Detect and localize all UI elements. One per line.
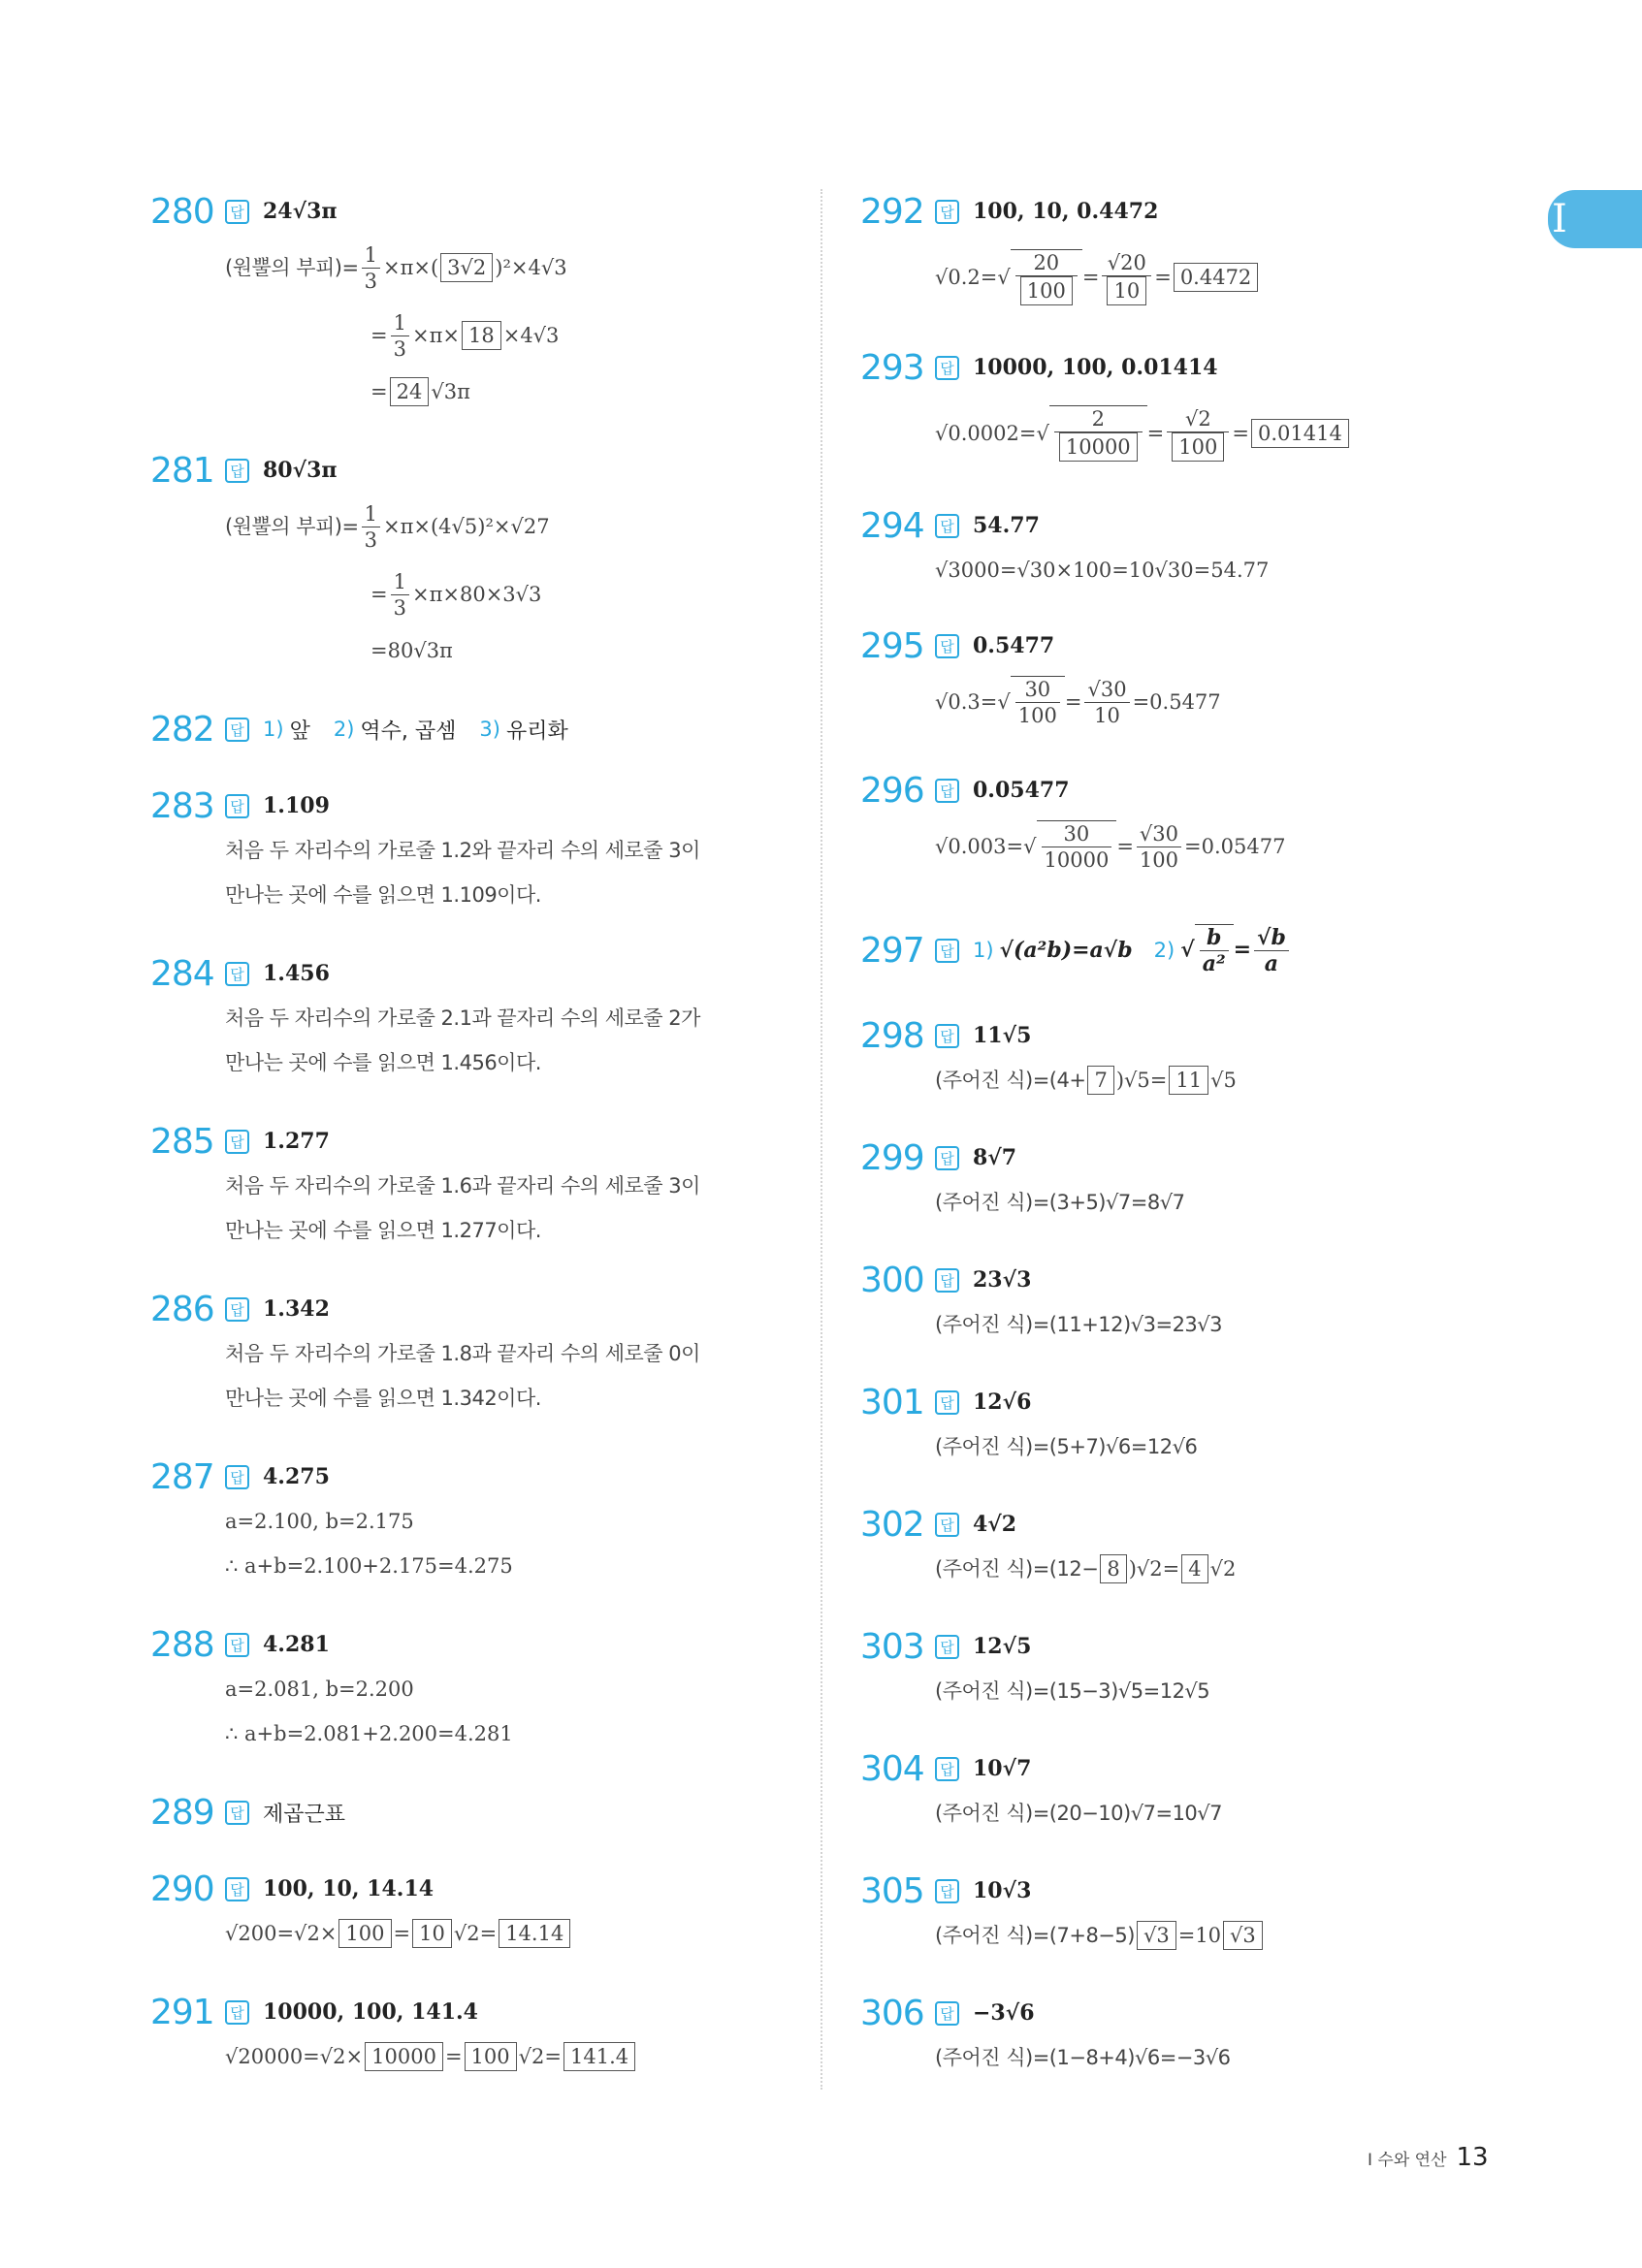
solution-text: (원뿔의 부피)= — [225, 256, 359, 279]
sub-label: 3) — [479, 718, 500, 741]
solution-text: ∴ a+b=2.081+2.200=4.281 — [225, 1722, 513, 1745]
solution-text: ×4√3 — [502, 324, 560, 347]
answer-badge: 답 — [935, 2001, 959, 2026]
problem-number: 283 — [150, 785, 214, 826]
answer-badge: 답 — [225, 718, 249, 742]
solution-text: √3000=√30×100=10√30=54.77 — [935, 559, 1270, 582]
answer-box: 10000 — [365, 2042, 443, 2071]
chapter-tab: I — [1548, 190, 1642, 248]
problem-number: 296 — [860, 770, 924, 811]
answer-text: 8√7 — [973, 1145, 1017, 1170]
problem-286 — [150, 1287, 781, 1421]
problem-number: 281 — [150, 450, 214, 491]
answer-badge: 답 — [225, 1465, 249, 1489]
answer-badge: 답 — [935, 1024, 959, 1048]
problem-number: 291 — [150, 1992, 214, 2032]
answer-badge: 답 — [935, 1146, 959, 1170]
answer-badge: 답 — [935, 1635, 959, 1659]
section-label: Ⅰ 수와 연산 — [1368, 2151, 1447, 2170]
answer-badge: 답 — [225, 962, 249, 986]
answer-text: 23√3 — [973, 1267, 1032, 1293]
solution-text: a=2.081, b=2.200 — [225, 1677, 414, 1701]
answer-badge: 답 — [225, 1297, 249, 1322]
problem-number: 302 — [860, 1504, 924, 1545]
answer-box: 3√2 — [440, 253, 493, 282]
answer-box: 10000 — [1059, 432, 1138, 462]
answer-badge: 답 — [935, 200, 959, 224]
problem-number: 300 — [860, 1260, 924, 1300]
problem-number: 303 — [860, 1626, 924, 1667]
solution-text: 처음 두 자리수의 가로줄 1.8과 끝자리 수의 세로줄 0이 — [225, 1342, 700, 1365]
problem-number: 286 — [150, 1289, 214, 1329]
answer-text: 4√2 — [973, 1512, 1017, 1537]
problem-302: 302 답 4√2 (주어진 식)=(12− 8 )√2= 4 √2 — [860, 1502, 1491, 1591]
sub-label: 1) — [973, 939, 994, 962]
solution-text: 처음 두 자리수의 가로줄 1.2와 끝자리 수의 세로줄 3이 — [225, 839, 700, 862]
solution-text: ∴ a+b=2.100+2.175=4.275 — [225, 1554, 513, 1578]
problem-number: 301 — [860, 1382, 924, 1422]
problem-number: 299 — [860, 1137, 924, 1178]
fraction: $\frac{1}{3}$ — [362, 242, 380, 294]
problem-298: 298 답 11√5 (주어진 식)=(4+ 7 )√5= 11 √5 — [860, 1013, 1491, 1102]
answer-text: 0.5477 — [973, 633, 1055, 658]
problem-number: 306 — [860, 1993, 924, 2033]
solution-text: )²×4√3 — [495, 256, 567, 279]
solution-text: (주어진 식)=(11+12)√3=23√3 — [935, 1313, 1223, 1336]
problem-number: 297 — [860, 930, 924, 971]
answer-text: −3√6 — [973, 2000, 1035, 2026]
problem-number: 292 — [860, 191, 924, 232]
problem-305: 305 답 10√3 (주어진 식)=(7+8−5) √3 =10 √3 — [860, 1869, 1491, 1958]
answer-text: √(a²b)=a√b — [999, 938, 1133, 963]
answer-text: 80√3π — [263, 458, 338, 483]
problem-299 — [860, 1135, 1491, 1225]
answer-badge: 답 — [935, 1513, 959, 1537]
problem-number: 290 — [150, 1869, 214, 1909]
answer-box: √3 — [1137, 1921, 1176, 1950]
problem-293: 293 답 10000, 100, 0.01414 √0.0002= √ $\frac{2}{10000}$ = $\frac{√2}{100}$ = 0.01414 — [860, 345, 1491, 477]
solution-text: 만나는 곳에 수를 읽으면 1.456이다. — [225, 1051, 541, 1074]
solution-text: 만나는 곳에 수를 읽으면 1.109이다. — [225, 883, 541, 907]
problem-number: 287 — [150, 1456, 214, 1497]
answer-text: 10√3 — [973, 1878, 1032, 1903]
problem-300 — [860, 1258, 1491, 1347]
page-number: 13 — [1456, 2143, 1489, 2172]
answer-badge: 답 — [935, 1268, 959, 1293]
solution-text: ×π×(4√5)²×√27 — [382, 515, 550, 538]
problem-306 — [860, 1991, 1491, 2080]
solution-text: 만나는 곳에 수를 읽으면 1.277이다. — [225, 1219, 541, 1242]
answer-box: 0.4472 — [1174, 263, 1258, 292]
problem-number: 280 — [150, 191, 214, 232]
problem-number: 289 — [150, 1792, 214, 1833]
solution-text: (주어진 식)=(5+7)√6=12√6 — [935, 1435, 1198, 1458]
solution-text: ×π×( — [382, 256, 439, 279]
answer-badge: 답 — [225, 2000, 249, 2025]
answer-text: 앞 — [289, 719, 310, 744]
answer-box: 100 — [1020, 276, 1073, 305]
problem-296: 296 답 0.05477 √0.003= √ $\frac{30}{10000}$ = $\frac{√30}{100}$ =0.05477 — [860, 768, 1491, 880]
solution-text: √0.0002= — [935, 422, 1037, 445]
solution-text: (원뿔의 부피)= — [225, 515, 359, 538]
problem-number: 288 — [150, 1624, 214, 1665]
solution-text: √20000=√2× — [225, 2045, 364, 2068]
answer-box: 100 — [465, 2042, 517, 2071]
solution-text: √0.3= — [935, 690, 998, 714]
answer-text: 100, 10, 14.14 — [263, 1876, 435, 1901]
answer-text: 11√5 — [973, 1023, 1032, 1048]
problem-284 — [150, 951, 781, 1085]
problem-304 — [860, 1746, 1491, 1836]
answer-text: 역수, 곱셈 — [360, 719, 457, 744]
column-divider — [821, 189, 822, 2090]
answer-badge: 답 — [935, 514, 959, 538]
problem-number: 304 — [860, 1748, 924, 1789]
problem-287 — [150, 1454, 781, 1588]
solution-text: a=2.100, b=2.175 — [225, 1510, 414, 1533]
answer-text: 0.05477 — [973, 778, 1070, 803]
solution-text: (주어진 식)=(20−10)√7=10√7 — [935, 1802, 1223, 1825]
answer-badge: 답 — [935, 634, 959, 658]
answer-text: 10000, 100, 141.4 — [263, 1999, 478, 2025]
answer-text: 10√7 — [973, 1756, 1032, 1781]
solution-text: ×π×80×3√3 — [411, 583, 542, 606]
problem-281: 281 답 80√3π (원뿔의 부피)= $\frac{1}{3}$ ×π×(4√5)²×√27 = $\frac{1}{3}$ ×π×80×3√3 =80√3π — [150, 450, 550, 662]
answer-box: 14.14 — [499, 1919, 570, 1948]
answer-text: 12√5 — [973, 1634, 1032, 1659]
sub-label: 2) — [1153, 939, 1175, 962]
answer-box: √3 — [1223, 1921, 1263, 1950]
solution-text: 처음 두 자리수의 가로줄 1.6과 끝자리 수의 세로줄 3이 — [225, 1174, 700, 1198]
solution-text: ×π× — [411, 324, 460, 347]
answer-badge: 답 — [935, 1390, 959, 1415]
problem-291: 291 답 10000, 100, 141.4 √20000=√2× 10000 = 100 √2= 141.4 — [150, 1990, 781, 2079]
answer-box: 10 — [1107, 276, 1146, 305]
problem-297: 297 답 1) √(a²b)=a√b 2) √ $\frac{b}{\text{a²}}$ = $\frac{√b}{a}$ — [860, 921, 1491, 979]
problem-303 — [860, 1624, 1491, 1713]
problem-number: 295 — [860, 625, 924, 666]
problem-294 — [860, 503, 1491, 592]
fraction: $\frac{1}{3}$ — [391, 569, 409, 621]
sub-label: 1) — [263, 718, 284, 741]
answer-box: 100 — [1172, 432, 1224, 462]
answer-text: 1.342 — [263, 1296, 330, 1322]
answer-box: 8 — [1100, 1554, 1126, 1583]
problem-289 — [150, 1790, 781, 1835]
answer-box: 100 — [338, 1919, 391, 1948]
problem-288 — [150, 1622, 781, 1756]
solution-text: (주어진 식)=(12− — [935, 1557, 1099, 1581]
answer-box: 4 — [1181, 1554, 1207, 1583]
page-footer — [1368, 2143, 1489, 2172]
problem-number: 285 — [150, 1121, 214, 1162]
answer-badge: 답 — [935, 779, 959, 803]
problem-283 — [150, 783, 781, 917]
problem-number: 282 — [150, 709, 214, 750]
solution-text: √3π — [431, 380, 470, 403]
answer-text: 54.77 — [973, 513, 1040, 538]
answer-badge: 답 — [225, 1877, 249, 1901]
solution-text: √200=√2× — [225, 1922, 338, 1945]
answer-box: 10 — [412, 1919, 452, 1948]
solution-text: (주어진 식)=(4+ — [935, 1069, 1086, 1092]
solution-text: =80√3π — [370, 639, 453, 662]
answer-text: 100, 10, 0.4472 — [973, 199, 1159, 224]
answer-text: 10000, 100, 0.01414 — [973, 355, 1218, 380]
answer-box: 11 — [1169, 1066, 1208, 1095]
answer-badge: 답 — [935, 1757, 959, 1781]
solution-text: (주어진 식)=(7+8−5) — [935, 1924, 1135, 1947]
fraction: $\frac{1}{3}$ — [391, 310, 409, 362]
answer-box: 7 — [1087, 1066, 1113, 1095]
problem-295: 295 답 0.5477 √0.3= √ $\frac{30}{100}$ = $\frac{√30}{10}$ =0.5477 — [860, 623, 1491, 736]
solution-text: (주어진 식)=(15−3)√5=12√5 — [935, 1679, 1210, 1703]
answer-text: 제곱근표 — [263, 1802, 346, 1827]
answer-text: 1.109 — [263, 793, 330, 818]
answer-box: 141.4 — [563, 2042, 635, 2071]
solution-text: (주어진 식)=(1−8+4)√6=−3√6 — [935, 2046, 1231, 2069]
fraction: $\frac{1}{3}$ — [362, 501, 380, 553]
problem-number: 305 — [860, 1870, 924, 1911]
answer-badge: 답 — [935, 1879, 959, 1903]
sub-label: 2) — [333, 718, 355, 741]
answer-text: 4.275 — [263, 1464, 330, 1489]
problem-282 — [150, 707, 781, 751]
answer-text: 4.281 — [263, 1632, 330, 1657]
solution-text: (주어진 식)=(3+5)√7=8√7 — [935, 1191, 1185, 1214]
answer-badge: 답 — [935, 939, 959, 963]
answer-badge: 답 — [225, 1633, 249, 1657]
answer-badge: 답 — [225, 1130, 249, 1154]
answer-badge: 답 — [225, 459, 249, 483]
problem-285 — [150, 1119, 781, 1253]
solution-text: √0.2= — [935, 266, 998, 289]
answer-badge: 답 — [935, 356, 959, 380]
problem-280: 280 답 24√3π (원뿔의 부피)= $\frac{1}{3}$ ×π×( 3√2 )²×4√3 = $\frac{1}{3}$ ×π× 18 ×4√3 = 24 √3π — [150, 189, 781, 414]
problem-290: 290 답 100, 10, 14.14 √200=√2× 100 = 10 √2= 14.14 — [150, 1867, 781, 1956]
problem-292: 292 답 100, 10, 0.4472 √0.2= √ $\frac{20}{100}$ = $\frac{√20}{10}$ = 0.4472 — [860, 189, 1491, 321]
solution-text: √0.003= — [935, 835, 1024, 858]
problem-number: 293 — [860, 347, 924, 388]
solution-text: 만나는 곳에 수를 읽으면 1.342이다. — [225, 1387, 541, 1410]
answer-text: 1.456 — [263, 961, 330, 986]
solution-text: 처음 두 자리수의 가로줄 2.1과 끝자리 수의 세로줄 2가 — [225, 1006, 700, 1030]
problem-number: 284 — [150, 953, 214, 994]
answer-badge: 답 — [225, 200, 249, 224]
answer-text: 12√6 — [973, 1390, 1032, 1415]
answer-badge: 답 — [225, 794, 249, 818]
answer-box: 0.01414 — [1251, 419, 1349, 448]
problem-301 — [860, 1380, 1491, 1469]
answer-text: 1.277 — [263, 1129, 330, 1154]
answer-text: 유리화 — [505, 719, 568, 744]
problem-number: 298 — [860, 1015, 924, 1056]
answer-box: 18 — [462, 321, 501, 350]
problem-number: 294 — [860, 505, 924, 546]
answer-badge: 답 — [225, 1801, 249, 1825]
answer-text: 24√3π — [263, 199, 338, 224]
answer-box: 24 — [390, 377, 430, 406]
